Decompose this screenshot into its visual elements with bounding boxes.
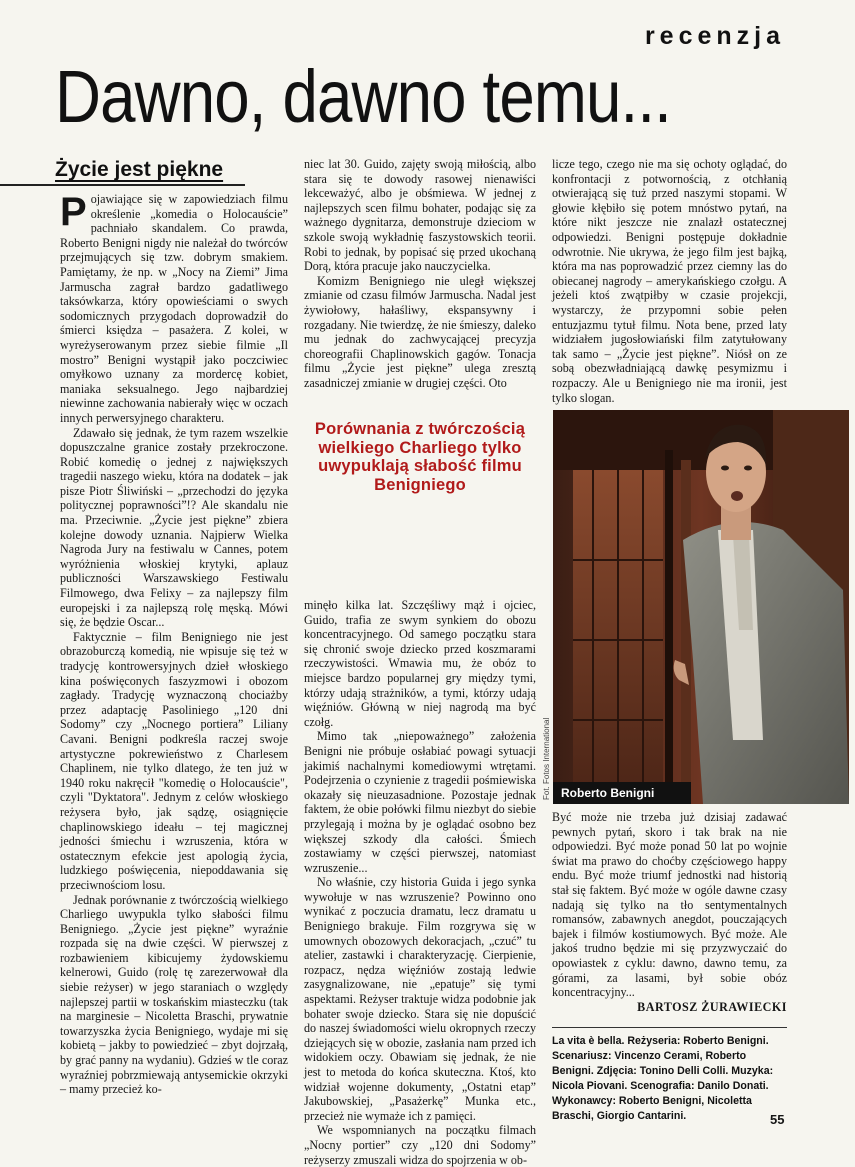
column-1: [60, 192, 288, 1097]
paragraph: Komizm Benigniego nie uległ większej zmianie od czasu filmów Jarmuscha. Nadal jest żywiołowy, hałaśliwy, ekspansywny i rozgadany. Nie twierdzę, że nie śmieszy, daleko mu jednak do zachwycającej precyzja choreografii Chaplinowskich gagów. Tonacja filmu „Życie jest piękne” ulega zresztą zasadniczej zmianie w drugiej części. Oto: [304, 273, 536, 390]
film-credits: La vita è bella. Reżyseria: Roberto Benigni. Scenariusz: Vincenzo Cerami, Roberto Benigni. Zdjęcia: Tonino Delli Colli. Muzyka: Nicola Piovani. Scenografia: Danilo Donati. Wykonawcy: Roberto Benigni, Nicoletta Braschi, Giorgio Cantarini.: [552, 1035, 774, 1122]
paragraph: Zdawało się jednak, że tym razem wszelkie dopuszczalne granice zostały przekroczone. Robić komedię o jednej z największych tragedii naszego wieku, która na dodatek – jak pisze Piotr Śliwiński – „przechodzi do języka politycznej poprawności”!? Ale skandalu nie ma. Przeciwnie. „Życie jest piękne” zbiera kolejne dowody uznania. Najpierw Wielka Nagroda Jury na festiwalu w Cannes, potem wyróżnienia włoskiej krytyki, aplauz publiczności Warszawskiego Festiwalu Filmowego, dwa Felixy – za najlepszy film europejski i za najlepszą rolę męską. Mówi się, że będzie Oscar...: [60, 425, 288, 630]
photo-caption: Roberto Benigni: [553, 782, 691, 804]
paragraph: No właśnie, czy historia Guida i jego synka wywołuje w nas wzruszenie? Powinno ono wynikać z poczucia dramatu, lecz dramatu u Benigniego brakuje. Film rozgrywa się w umownych obozowych dekoracjach, „czuć” tu atelier, zastawki i charakteryzację. Cierpienie, rozpacz, nędza więźniów zostają ledwie zasygnalizowane, nie „epatuje” się tymi aspektami. Reżyser traktuje widza podobnie jak bohater swoje dziecko. Stara się nie dopuścić do naszej świadomości wielu okropnych rzeczy dziejących się w obozie, zasłania nam przed ich widokiem oczy. Obawiam się jednak, że nie jest to metoda do końca skuteczna. Ktoś, kto widział wojenne dokumenty, „Ostatni etap” Jakubowskiej, „Pasażerkę” Munka etc., przecież nie wymaże ich z pamięci.: [304, 875, 536, 1123]
subhead-rule: [0, 184, 245, 186]
column-3-bottom: [552, 810, 787, 1014]
column-2-top: [304, 157, 536, 391]
paragraph: minęło kilka lat. Szczęśliwy mąż i ojciec, Guido, trafia ze swym synkiem do obozu koncentracyjnego. Od samego początku stara się chronić swoje dziecko przed koszmarami rzeczywistości. Wmawia mu, że obóz to miejsce bardzo popularnej gry między tymi, którzy udają strażników, a tymi, którzy udają więźniów. Główną w niej nagrodą ma być czołg.: [304, 598, 536, 729]
section-label: recenzja: [644, 22, 785, 50]
paragraph: Pojawiające się w zapowiedziach filmu określenie „komedia o Holocauście” pachniało skandalem. Co prawda, Roberto Benigni nigdy nie należał do twórców przejmujących się tzw. dobrym smakiem. Pamiętamy, że np. w „Nocy na Ziemi” Jima Jarmuscha zagrał bardzo gadatliwego taksówkarza, który opowieściami o swych sodomicznych przygodach doprowadził do śmierci księdza – pasażera. Z kolei, w wyreżyserowanym przez siebie filmie „Il mostro” Benigni wystąpił jako poczciwiec omyłkowo uznany za mordercę kobiet, maniaka seksualnego. Jego najbardziej niewinne zachowania nabierały więc w oczach innych perwersyjnego charakteru.: [60, 190, 288, 425]
paragraph: Mimo tak „niepoważnego” założenia Benigni nie próbuje osłabiać powagi sytuacji jakimiś nachalnymi komediowymi wtrętami. Podejrzenia o czynienie z tragedii pośmiewiska okazały się nieuzasadnione. Pozostaje jednak faktem, że obie połówki filmu niezbyt do siebie przylegają i można by je oglądać osobno bez większej szkody dla całości. Śmiech zostawiamy w części pierwszej, natomiast wzruszenie...: [304, 729, 536, 875]
paragraph: niec lat 30. Guido, zajęty swoją miłością, albo stara się te dowody rasowej nienawiści lekceważyć, albo je obśmiewa. W jednej z najlepszych scen filmu bohater, podając się za ważnego dygnitarza, demonstruje dzieciom w szkole swoją wykładnię faszystowskich teorii. Robi to jednak, by popisać się przed ukochaną Dorą, która pracuje jako nauczycielka.: [304, 157, 536, 274]
column-2-bottom: [304, 598, 536, 1167]
pull-quote: Porównania z twórczością wielkiego Charliego tylko uwypuklają słabość filmu Benigniego: [314, 420, 526, 494]
paragraph: Faktycznie – film Benigniego nie jest obrazoburczą komedią, nie wpisuje się też w tradycję kontrowersyjnych dzieł włoskiego kina poświęconych faszyzmowi i obozom zagłady. Tradycję wyznaczoną chociażby przez adaptację Pasoliniego „120 dni Sodomy” czy „Nocnego portiera” Liliany Cavani. Benigni podkreśla raczej swoje artystyczne pokrewieństwo z Charlesem Chaplinem, nie tylko dlatego, że ten już w 1940 roku nakręcił "komedię o Holocauście", czyli "Dyktatora". Jednym z celów włoskiego reżysera było, jak sądzę, osiągnięcie chaplinowskiego ideału – tej magicznej jedności śmiechu i wzruszenia, która w ostatecznym efekcie jest apologią życia, ludzkiego poświęcenia, niepoddawania się przeciwnościom losu.: [60, 629, 288, 892]
photo-credit: Fot. Fotos International: [542, 717, 551, 800]
subhead: Życie jest piękne: [55, 158, 224, 181]
column-3-top: [552, 157, 787, 405]
paragraph: We wspomnianych na początku filmach „Nocny portier” czy „120 dni Sodomy” reżyserzy zmuszali widza do spojrzenia w ob-: [304, 1123, 536, 1167]
drop-cap: P: [60, 190, 87, 234]
paragraph: Jednak porównanie z twórczością wielkiego Charliego uwypukla tylko słabości filmu Benigniego. „Życie jest piękne” wyraźnie rozpada się na dwie części. W pierwszej z rozbawieniem kibicujemy żydowskiemu kelnerowi, Guido (rolę tę zarezerwował dla siebie reżyser) w jego staraniach o względy najlepszej partii w toskańskim miasteczku (tak na marginesie – Nicoletta Braschi, prywatnie towarzyszka życia Benigniego, wydaje mi się kobietą – jakby to powiedzieć – zbyt dojrzałą, by grać panny na wydaniu). Gdzieś w tle coraz wyraźniej pobrzmiewają antysemickie okrzyki – mamy przecież ko-: [60, 892, 288, 1097]
photo-illustration: [553, 410, 849, 804]
paragraph: Być może nie trzeba już dzisiaj zadawać pewnych pytań, skoro i tak brak na nie odpowiedzi. Być może ponad 50 lat po wojnie świat ma prawo do choćby częściowego happy endu. Być może triumf jednostki nad historią stał się faktem. Być może w ogóle dawne czasy nadają się tylko na tło sentymentalnych romansów, zabawnych anegdot, pouczających bajek i filmów kostiumowych. Być może. Ale jakoś trudno będzie mi się przyzwyczaić do opowiastek z cyklu: dawno, dawno temu, za górami, za lasami, był sobie obóz koncentracyjny...: [552, 810, 787, 1000]
headline: Dawno, dawno temu...: [55, 55, 672, 138]
photo-roberto-benigni: [553, 410, 849, 804]
paragraph: licze tego, czego nie ma się ochoty oglądać, do konfrontacji z potwornością, z otchłanią otwierającą się tuż przed naszymi stopami. W głowie kłębiło się potem mnóstwo pytań, na które nikt jeszcze nie znalazł ostatecznej odpowiedzi. Benigni postępuje dokładnie odwrotnie. Nie ukrywa, że jego film jest bajką, która ma nas poprowadzić przez ciemny las do obiecanej nagrody – amerykańskiego czołgu. A jeżeli ktoś zwątpiłby w czasie projekcji, wystarczy, że przypomni sobie pełen entuzjazmu tytuł filmu. Nota bene, przed laty widziałem jugosłowiański film zatytułowany tak samo – „Życie jest piękne”. Niósł on ze sobą obezwładniającą dawkę pesymizmu i rozpaczy. Ale u Benigniego nie ma ironii, jest tylko slogan.: [552, 157, 787, 405]
author-signature: BARTOSZ ŻURAWIECKI: [637, 999, 787, 1014]
page-number: 55: [770, 1112, 785, 1127]
credits-rule: [552, 1027, 787, 1028]
